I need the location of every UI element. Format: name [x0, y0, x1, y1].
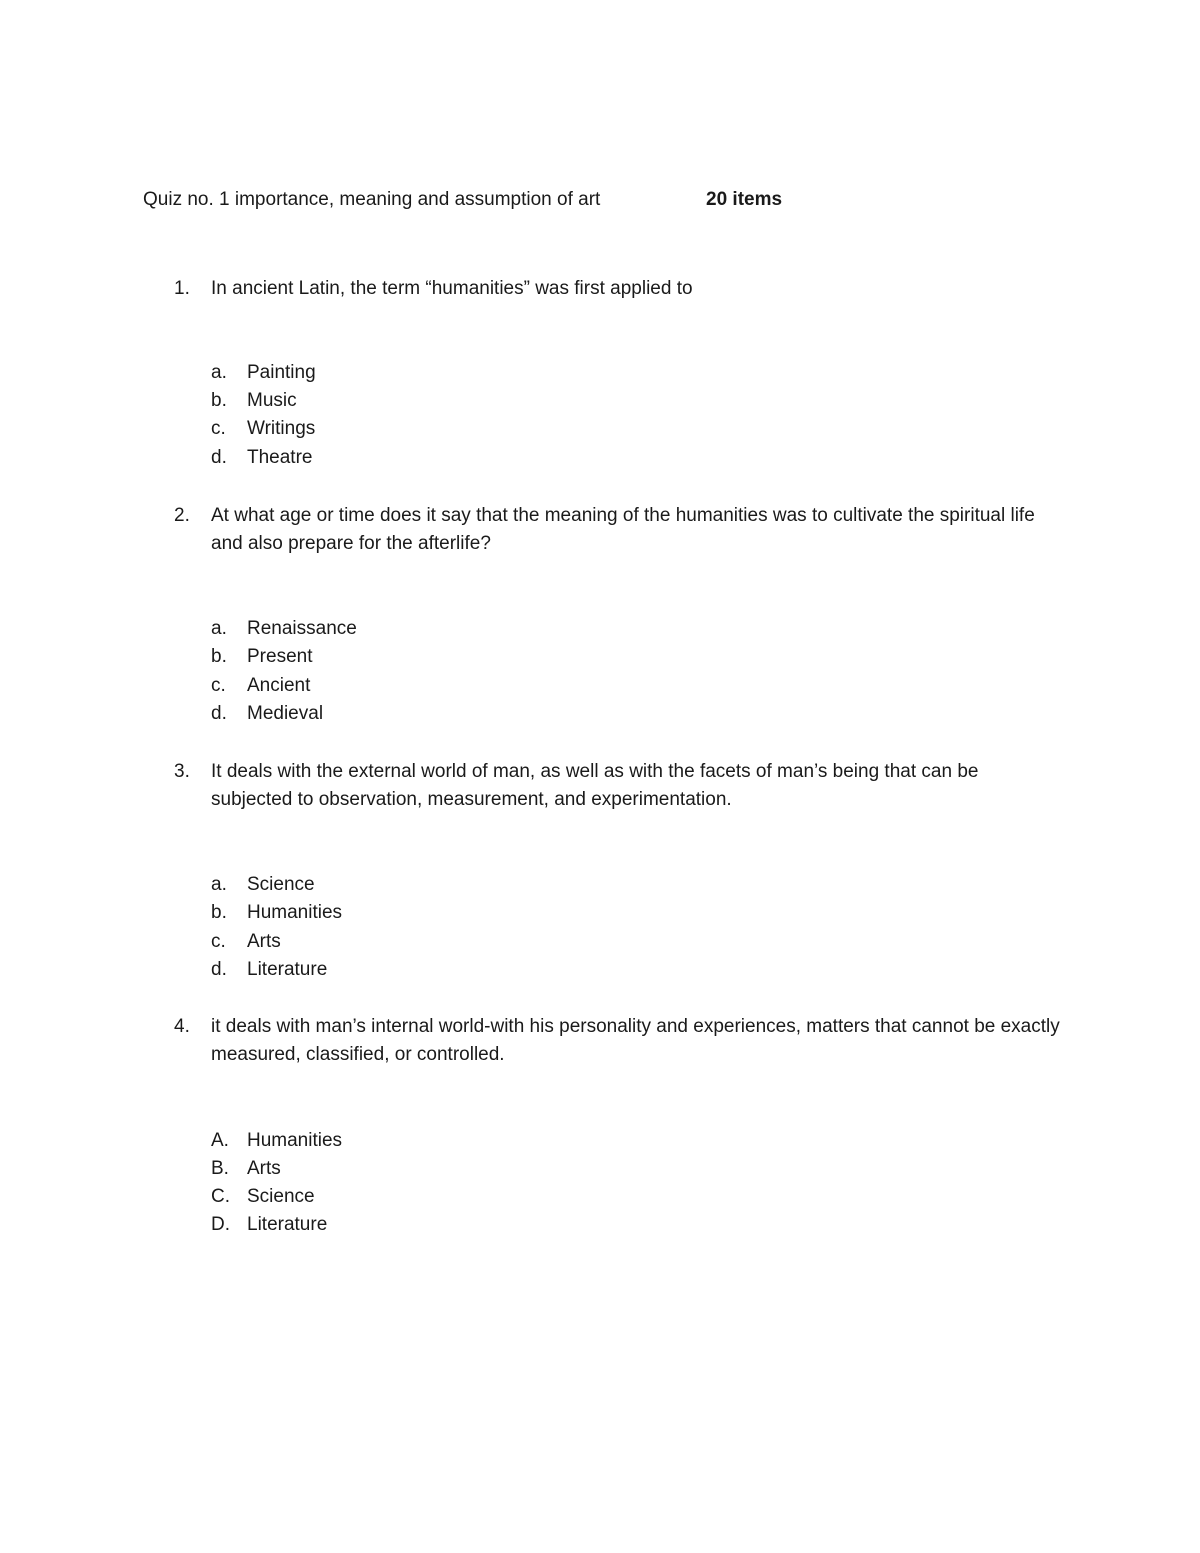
option — [211, 1211, 327, 1239]
option-text: Humanities — [247, 1130, 343, 1151]
option-text: Present — [247, 646, 313, 667]
option-letter: a. — [211, 618, 227, 639]
option-text: Humanities — [247, 902, 343, 923]
option-text: Literature — [247, 1214, 328, 1235]
option-text: Science — [247, 1186, 315, 1207]
option-letter: b. — [211, 646, 227, 667]
option-letter: d. — [211, 959, 227, 980]
option — [211, 928, 281, 956]
option-text: Music — [247, 390, 297, 411]
quiz-title: Quiz no. 1 importance, meaning and assumption of art — [143, 189, 601, 210]
option-letter: C. — [211, 1186, 230, 1207]
question-number: 2. — [174, 505, 190, 526]
option-text: Renaissance — [247, 618, 357, 639]
option-text: Writings — [247, 418, 316, 439]
option-letter: d. — [211, 703, 227, 724]
option-letter: A. — [211, 1130, 229, 1151]
question-text: It deals with the external world of man, as well as with the facets of man’s being that can be subjected to observation, measurement, and experimentation. — [211, 761, 979, 811]
option — [211, 700, 323, 728]
option-text: Arts — [247, 1158, 281, 1179]
option-text: Painting — [247, 362, 316, 383]
option-letter: c. — [211, 675, 226, 696]
option-letter: B. — [211, 1158, 229, 1179]
question-text: it deals with man’s internal world-with his personality and experiences, matters that cannot be exactly measured, classified, or controlled. — [211, 1016, 1060, 1066]
option-text: Ancient — [247, 675, 311, 696]
option-letter: a. — [211, 874, 227, 895]
question-text: In ancient Latin, the term “humanities” was first applied to — [211, 278, 693, 299]
option — [211, 672, 310, 700]
option-text: Theatre — [247, 447, 313, 468]
option — [211, 444, 312, 472]
option — [211, 415, 315, 443]
option — [211, 615, 357, 643]
option — [211, 1155, 281, 1183]
option — [211, 899, 342, 927]
question-number: 4. — [174, 1016, 190, 1037]
option-letter: D. — [211, 1214, 230, 1235]
option-text: Arts — [247, 931, 281, 952]
question-text: At what age or time does it say that the meaning of the humanities was to cultivate the spiritual life and also prepare for the afterlife? — [211, 505, 1035, 555]
option-text: Medieval — [247, 703, 324, 724]
item-count: 20 items — [706, 189, 783, 210]
option — [211, 1183, 315, 1211]
option-letter: c. — [211, 418, 226, 439]
option — [211, 643, 312, 671]
option-letter: d. — [211, 447, 227, 468]
option — [211, 359, 316, 387]
question-number: 1. — [174, 278, 190, 299]
option-letter: b. — [211, 390, 227, 411]
option-letter: b. — [211, 902, 227, 923]
option — [211, 1127, 342, 1155]
option — [211, 956, 327, 984]
option — [211, 387, 297, 415]
option-letter: a. — [211, 362, 227, 383]
question-number: 3. — [174, 761, 190, 782]
option-letter: c. — [211, 931, 226, 952]
option-text: Science — [247, 874, 315, 895]
option — [211, 871, 315, 899]
option-text: Literature — [247, 959, 328, 980]
